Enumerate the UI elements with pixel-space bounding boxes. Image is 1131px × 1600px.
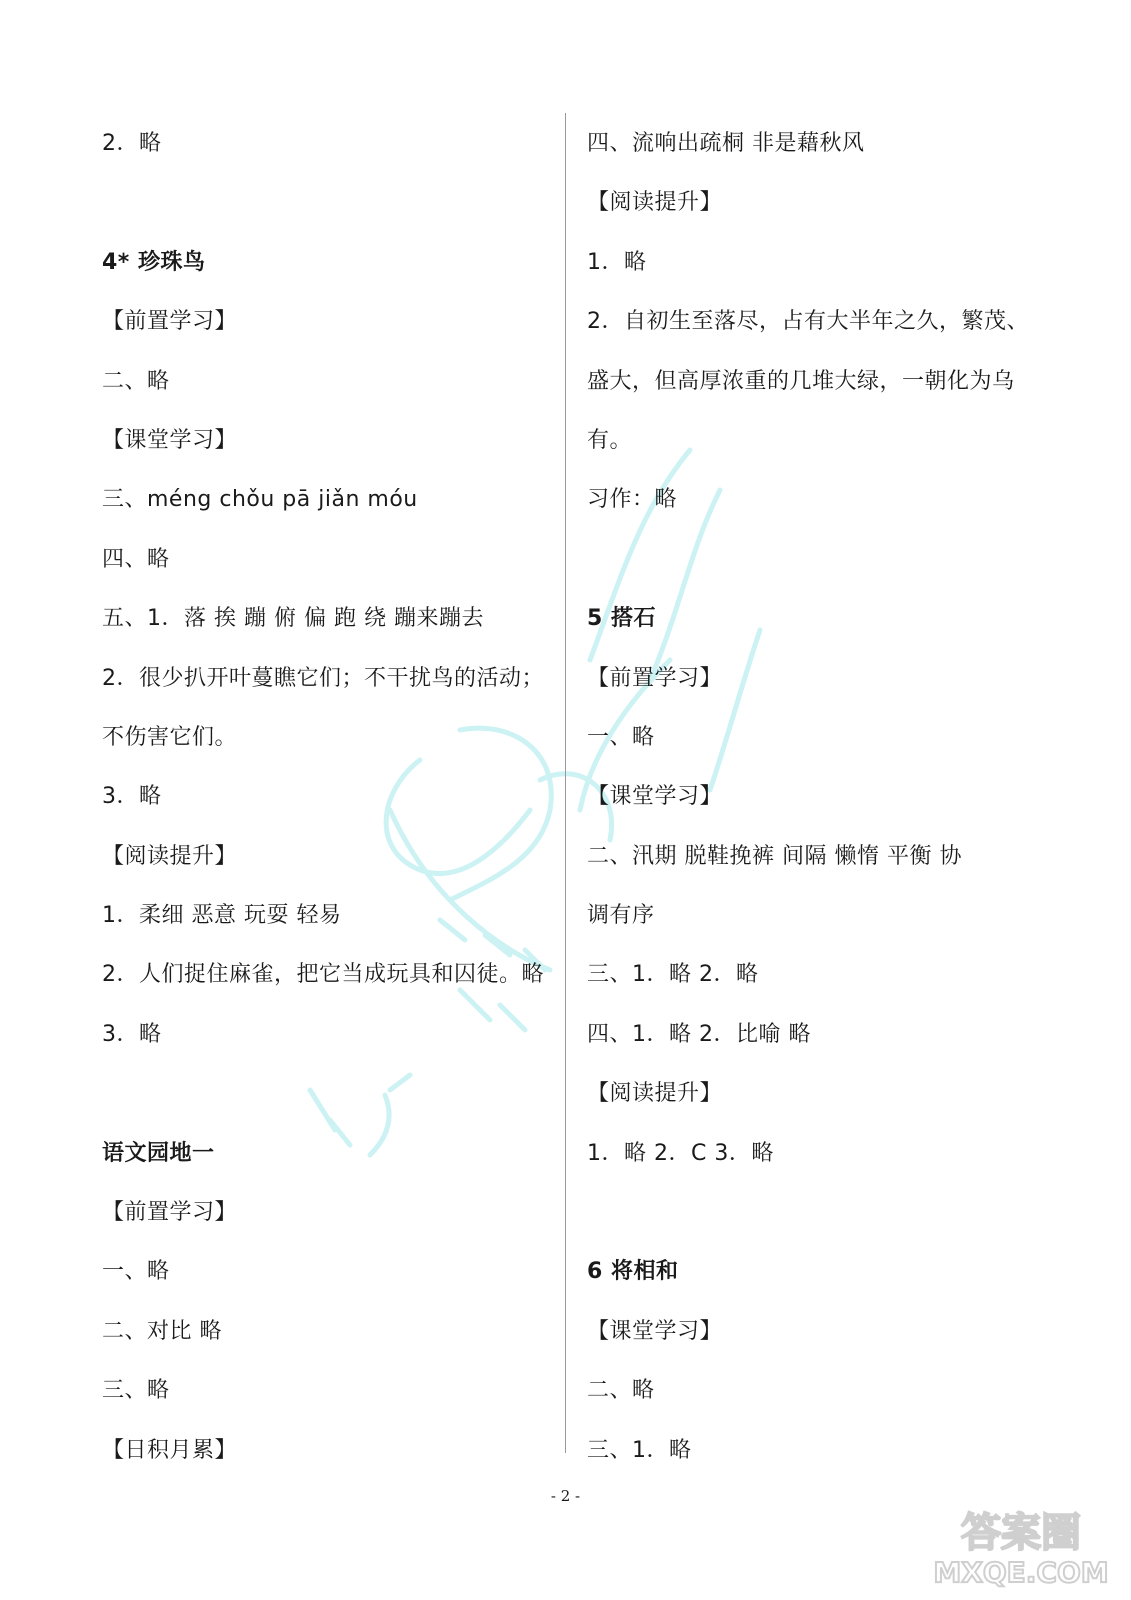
answer-line: 四、1．略 2．比喻 略 — [587, 1021, 811, 1047]
blank-line — [587, 1187, 1037, 1246]
answer-line: 一、略 — [102, 1259, 170, 1285]
answer-line: 1．略 2．C 3．略 — [587, 1140, 774, 1166]
section-title: 4* 珍珠鸟 — [102, 249, 206, 275]
blank-line — [102, 1068, 542, 1127]
left-column — [102, 118, 542, 1484]
answer-line: 调有序 — [587, 903, 655, 929]
answer-line: 2．很少扒开叶蔓瞧它们；不干扰鸟的活动； — [102, 665, 544, 691]
answer-line: 四、流响出疏桐 非是藉秋风 — [587, 131, 865, 156]
subsection-label: 【前置学习】 — [102, 1200, 238, 1226]
subsection-label: 【课堂学习】 — [587, 1318, 723, 1344]
subsection-label: 【阅读提升】 — [102, 843, 238, 869]
blank-line — [102, 177, 542, 236]
answer-line: 三、略 — [102, 1378, 170, 1404]
answer-line: 不伤害它们。 — [102, 724, 238, 750]
subsection-label: 【前置学习】 — [102, 309, 238, 335]
blank-line — [587, 534, 1037, 593]
subsection-label: 【日积月累】 — [102, 1437, 238, 1463]
answer-line: 四、略 — [102, 546, 170, 572]
answer-line: 三、1．略 — [587, 1437, 692, 1463]
answer-line: 三、méng chǒu pā jiǎn móu — [102, 487, 418, 513]
answer-line: 1．柔细 恶意 玩耍 轻易 — [102, 903, 342, 929]
answer-line: 3．略 — [102, 784, 162, 810]
answer-line: 1．略 — [587, 249, 647, 275]
section-title: 5 搭石 — [587, 606, 656, 632]
answer-line: 有。 — [587, 427, 633, 453]
section-title: 语文园地一 — [102, 1140, 215, 1166]
svg-text:MXQE.COM: MXQE.COM — [933, 1556, 1109, 1589]
answer-line: 习作：略 — [587, 487, 678, 513]
subsection-label: 【课堂学习】 — [587, 784, 723, 810]
answer-line: 五、1．落 挨 蹦 俯 偏 跑 绕 蹦来蹦去 — [102, 606, 484, 632]
column-divider — [565, 113, 566, 1453]
answer-line: 三、1．略 2．略 — [587, 962, 759, 988]
right-column — [587, 118, 1037, 1484]
section-title: 6 将相和 — [587, 1259, 679, 1285]
answer-line: 2．自初生至落尽，占有大半年之久，繁茂、 — [587, 309, 1029, 335]
answer-line: 二、汛期 脱鞋挽裤 间隔 懒惰 平衡 协 — [587, 843, 962, 869]
subsection-label: 【课堂学习】 — [102, 427, 238, 453]
subsection-label: 【阅读提升】 — [587, 190, 723, 216]
answer-line: 一、略 — [587, 724, 655, 750]
answer-line: 2．略 — [102, 131, 162, 156]
answer-line: 2．人们捉住麻雀，把它当成玩具和囚徒。略 — [102, 962, 544, 988]
svg-text:答案圈: 答案圈 — [961, 1510, 1081, 1556]
answer-line: 3．略 — [102, 1021, 162, 1047]
answer-line: 盛大，但高厚浓重的几堆大绿，一朝化为乌 — [587, 368, 1015, 394]
page-number: - 2 - — [550, 1487, 581, 1505]
answer-line: 二、略 — [587, 1378, 655, 1404]
subsection-label: 【阅读提升】 — [587, 1081, 723, 1107]
answer-line: 二、略 — [102, 368, 170, 394]
site-logo-watermark — [931, 1500, 1111, 1590]
subsection-label: 【前置学习】 — [587, 665, 723, 691]
answer-line: 二、对比 略 — [102, 1318, 222, 1344]
